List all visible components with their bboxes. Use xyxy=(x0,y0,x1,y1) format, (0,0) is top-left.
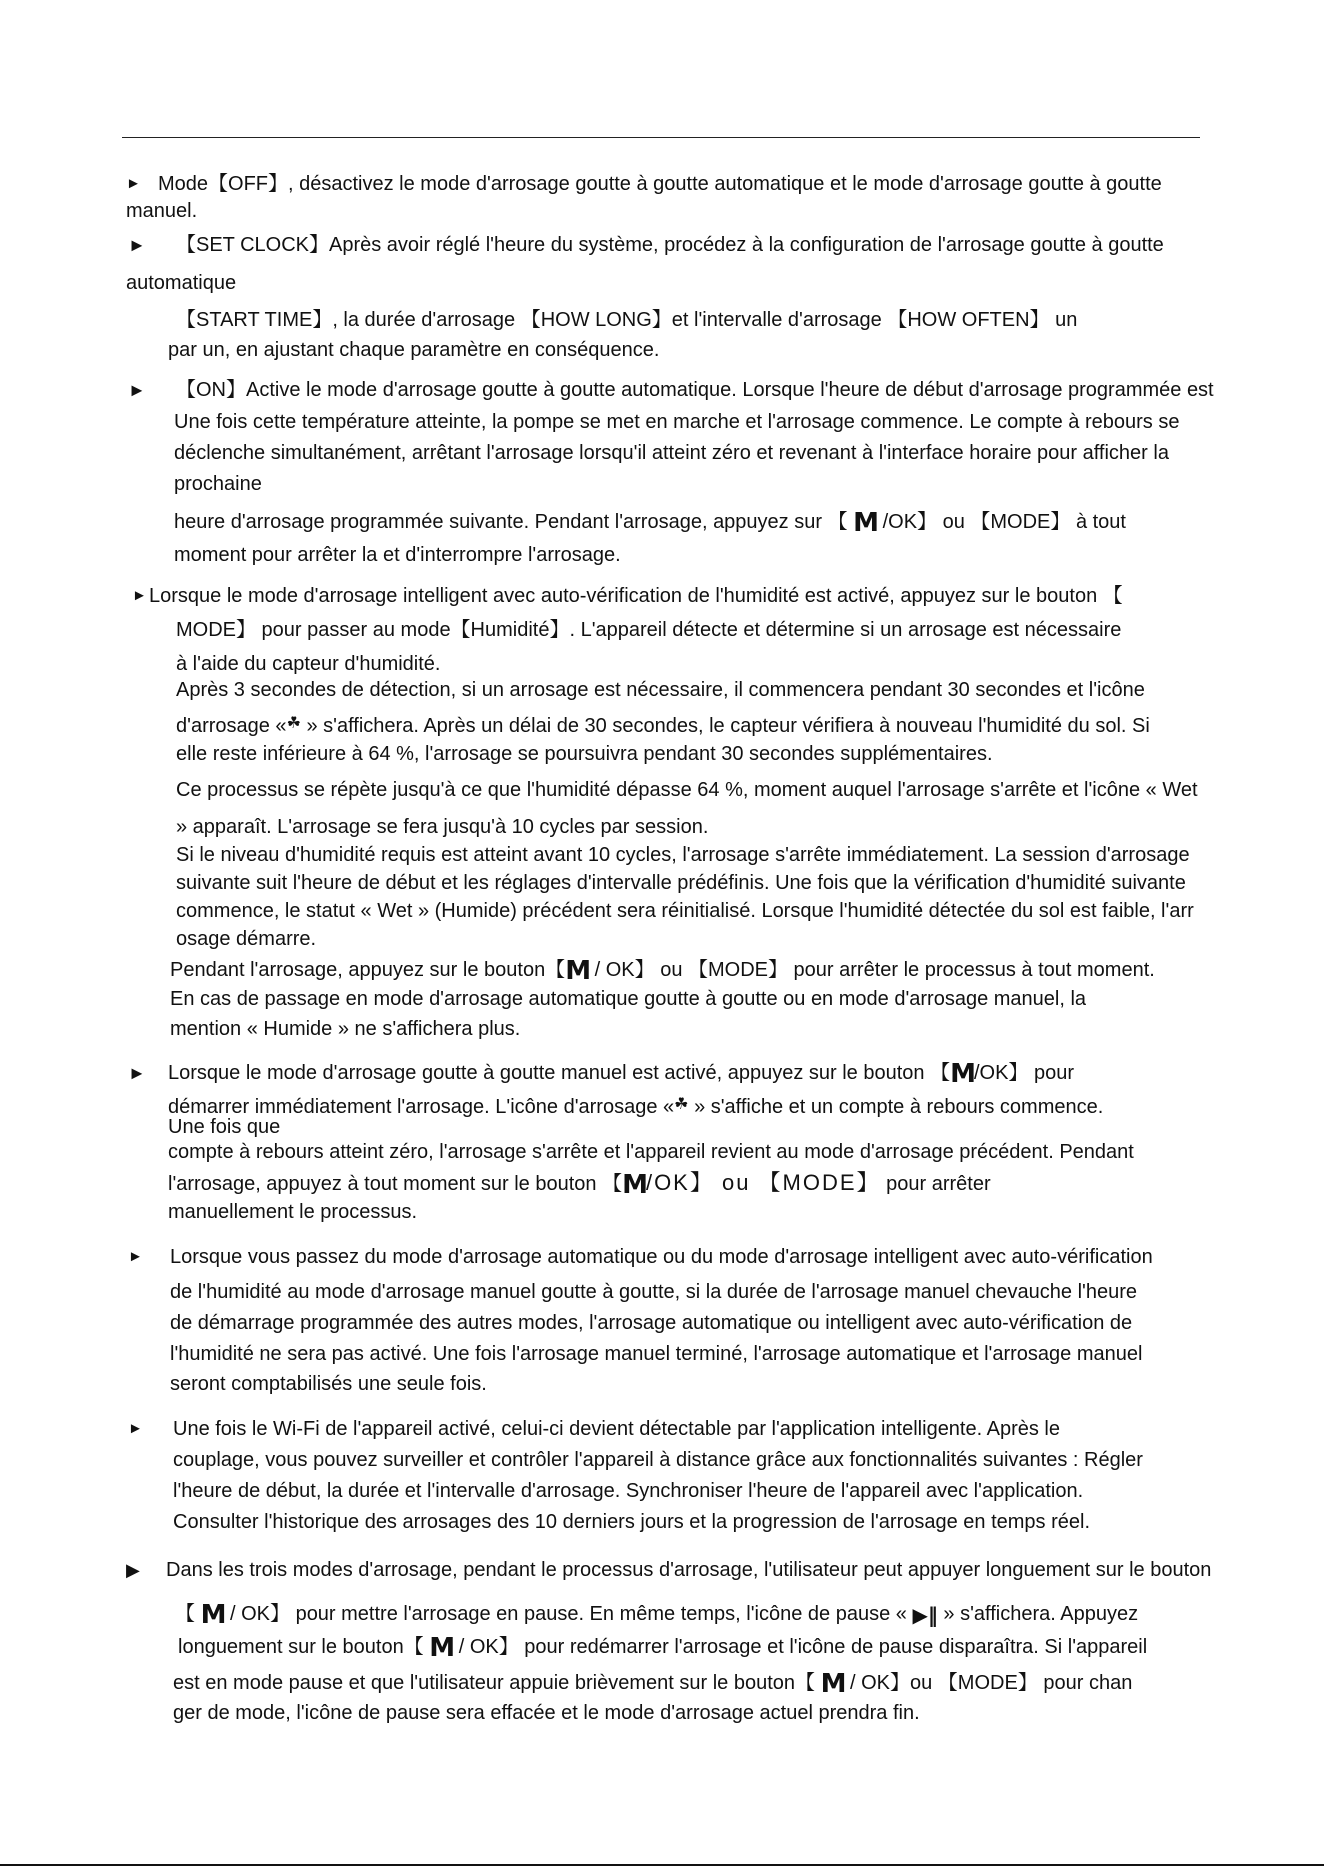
text: Pendant l'arrosage, appuyez sur le bouton【 xyxy=(170,959,566,981)
paragraph-line: Après 3 secondes de détection, si un arrosage est nécessaire, il commencera pendant 30 secondes et l'icône xyxy=(176,679,1145,701)
paragraph-line: 【SET CLOCK】Après avoir réglé l'heure du système, procédez à la configuration de l'arrosage goutte à goutte xyxy=(176,234,1164,256)
paragraph-line: Une fois que xyxy=(168,1116,281,1138)
footer-rule xyxy=(0,1864,1324,1866)
paragraph-line: Lorsque le mode d'arrosage intelligent avec auto-vérification de l'humidité est activé, appuyez sur le bouton 【 xyxy=(149,585,1123,607)
paragraph-line: En cas de passage en mode d'arrosage automatique goutte à goutte ou en mode d'arrosage manuel, la xyxy=(170,988,1087,1010)
paragraph-line xyxy=(170,956,1155,986)
paragraph-line: manuel. xyxy=(126,200,198,222)
m-button-icon: M xyxy=(622,1170,646,1200)
paragraph-line: Si le niveau d'humidité requis est atteint avant 10 cycles, l'arrosage s'arrête immédiatement. La session d'arrosage xyxy=(176,844,1190,866)
m-button-icon: M xyxy=(429,1633,454,1663)
text: pour arrêter xyxy=(886,1173,991,1195)
paragraph-line: manuellement le processus. xyxy=(168,1201,418,1223)
paragraph-line xyxy=(173,1669,1133,1699)
paragraph-line: de l'humidité au mode d'arrosage manuel goutte à goutte, si la durée de l'arrosage manuel chevauche l'heure xyxy=(170,1281,1138,1303)
text: /OK】 ou 【MODE】 à tout xyxy=(882,511,1126,533)
bullet-marker: ► xyxy=(128,1063,146,1083)
paragraph-line: de démarrage programmée des autres modes, l'arrosage automatique ou intelligent avec auto-vérification de xyxy=(170,1312,1133,1334)
paragraph-line: MODE】 pour passer au mode【Humidité】. L'appareil détecte et détermine si un arrosage est nécessaire xyxy=(176,619,1122,641)
text: 【 xyxy=(175,1603,195,1625)
pause-icon: ▶‖ xyxy=(912,1603,938,1627)
paragraph-line xyxy=(168,1170,991,1200)
text: d'arrosage « xyxy=(176,715,287,737)
text: » s'affichera. Après un délai de 30 secondes, le capteur vérifiera à nouveau l'humidité du sol. Si xyxy=(306,715,1150,737)
text: » s'affichera. Appuyez xyxy=(943,1603,1139,1625)
paragraph-line xyxy=(168,1092,1103,1119)
paragraph-line: déclenche simultanément, arrêtant l'arrosage lorsqu'il atteint zéro et revenant à l'interface horaire pour afficher la xyxy=(174,442,1169,464)
paragraph-line xyxy=(175,1600,1139,1630)
text: / OK】 pour mettre l'arrosage en pause. En même temps, l'icône de pause « xyxy=(230,1603,907,1625)
bullet-marker: ► xyxy=(128,1248,143,1265)
text: /OK】 pour xyxy=(973,1062,1075,1084)
text: /OK】 ou 【MODE】 xyxy=(645,1170,881,1195)
paragraph-line: commence, le statut « Wet » (Humide) précédent sera réinitialisé. Lorsque l'humidité détectée du sol est faible, l'arr xyxy=(176,900,1194,922)
text: heure d'arrosage programmée suivante. Pendant l'arrosage, appuyez sur 【 xyxy=(174,511,848,533)
paragraph-line: suivante suit l'heure de début et les réglages d'intervalle prédéfinis. Une fois que la vérification d'humidité suivante xyxy=(176,872,1186,894)
watering-icon: ☘ xyxy=(286,713,301,732)
m-button-icon: M xyxy=(950,1059,974,1089)
paragraph-line: Ce processus se répète jusqu'à ce que l'humidité dépasse 64 %, moment auquel l'arrosage s'arrête et l'icône « Wet xyxy=(176,779,1198,801)
paragraph-line: par un, en ajustant chaque paramètre en conséquence. xyxy=(168,339,660,361)
text: » s'affiche et un compte à rebours commence. xyxy=(694,1096,1104,1118)
paragraph-line: 【ON】Active le mode d'arrosage goutte à goutte automatique. Lorsque l'heure de début d'arrosage programmée est xyxy=(176,379,1214,401)
paragraph-line: compte à rebours atteint zéro, l'arrosage s'arrête et l'appareil revient au mode d'arrosage précédent. Pendant xyxy=(168,1141,1134,1163)
text: Lorsque le mode d'arrosage goutte à goutte manuel est activé, appuyez sur le bouton 【 xyxy=(168,1062,951,1084)
header-rule xyxy=(122,137,1200,138)
paragraph-line: seront comptabilisés une seule fois. xyxy=(170,1373,487,1395)
bullet-marker: ► xyxy=(128,1420,143,1437)
paragraph-line: à l'aide du capteur d'humidité. xyxy=(176,653,441,675)
watering-icon: ☘ xyxy=(674,1094,689,1113)
bullet-marker: ► xyxy=(126,175,141,192)
text: est en mode pause et que l'utilisateur appuie brièvement sur le bouton【 xyxy=(173,1672,815,1694)
paragraph-line: » apparaît. L'arrosage se fera jusqu'à 10 cycles par session. xyxy=(176,816,709,838)
paragraph-line xyxy=(168,1059,1075,1089)
bullet-marker: ► xyxy=(128,235,146,255)
m-button-icon: M xyxy=(853,508,878,538)
paragraph-line: mention « Humide » ne s'affichera plus. xyxy=(170,1018,521,1040)
paragraph-line: l'heure de début, la durée et l'intervalle d'arrosage. Synchroniser l'heure de l'appareil avec l'application. xyxy=(173,1480,1084,1502)
text: l'arrosage, appuyez à tout moment sur le bouton 【 xyxy=(168,1173,623,1195)
paragraph-line xyxy=(174,508,1126,538)
paragraph-line: prochaine xyxy=(174,473,262,495)
paragraph-line: elle reste inférieure à 64 %, l'arrosage se poursuivra pendant 30 secondes supplémentaires. xyxy=(176,743,993,765)
bullet-marker: ► xyxy=(132,587,147,604)
paragraph-line: Une fois cette température atteinte, la pompe se met en marche et l'arrosage commence. Le compte à rebours se xyxy=(174,411,1180,433)
paragraph-line: Une fois le Wi-Fi de l'appareil activé, celui-ci devient détectable par l'application intelligente. Après le xyxy=(173,1418,1060,1440)
bullet-marker: ▶ xyxy=(126,1560,140,1580)
paragraph-line: Mode【OFF】, désactivez le mode d'arrosage goutte à goutte automatique et le mode d'arrosage goutte à goutte xyxy=(158,173,1162,195)
paragraph-line xyxy=(178,1633,1148,1663)
text: longuement sur le bouton【 xyxy=(178,1636,424,1658)
paragraph-line: Consulter l'historique des arrosages des 10 derniers jours et la progression de l'arrosage en temps réel. xyxy=(173,1511,1091,1533)
text: / OK】 ou 【MODE】 pour arrêter le processus à tout moment. xyxy=(594,959,1155,981)
paragraph-line: ger de mode, l'icône de pause sera effacée et le mode d'arrosage actuel prendra fin. xyxy=(173,1702,920,1724)
text: / OK】ou 【MODE】 pour chan xyxy=(850,1672,1133,1694)
paragraph-line: Lorsque vous passez du mode d'arrosage automatique ou du mode d'arrosage intelligent avec auto-vérification xyxy=(170,1246,1153,1268)
text: / OK】 pour redémarrer l'arrosage et l'icône de pause disparaîtra. Si l'appareil xyxy=(458,1636,1148,1658)
m-button-icon: M xyxy=(565,956,590,986)
paragraph-line: l'humidité ne sera pas activé. Une fois l'arrosage manuel terminé, l'arrosage automatique et l'arrosage manuel xyxy=(170,1343,1143,1365)
paragraph-line xyxy=(176,711,1150,738)
paragraph-line: 【START TIME】, la durée d'arrosage 【HOW LONG】et l'intervalle d'arrosage 【HOW OFTEN】 un xyxy=(176,309,1078,331)
paragraph-line: couplage, vous pouvez surveiller et contrôler l'appareil à distance grâce aux fonctionnalités suivantes : Régler xyxy=(173,1449,1143,1471)
m-button-icon: M xyxy=(820,1669,845,1699)
paragraph-line: osage démarre. xyxy=(176,928,317,950)
m-button-icon: M xyxy=(200,1600,225,1630)
text: démarrer immédiatement l'arrosage. L'icône d'arrosage « xyxy=(168,1096,675,1118)
paragraph-line: Dans les trois modes d'arrosage, pendant le processus d'arrosage, l'utilisateur peut appuyer longuement sur le bouton xyxy=(166,1559,1212,1581)
paragraph-line: automatique xyxy=(126,272,237,294)
paragraph-line: moment pour arrêter la et d'interrompre l'arrosage. xyxy=(174,544,621,566)
bullet-marker: ► xyxy=(128,380,146,400)
